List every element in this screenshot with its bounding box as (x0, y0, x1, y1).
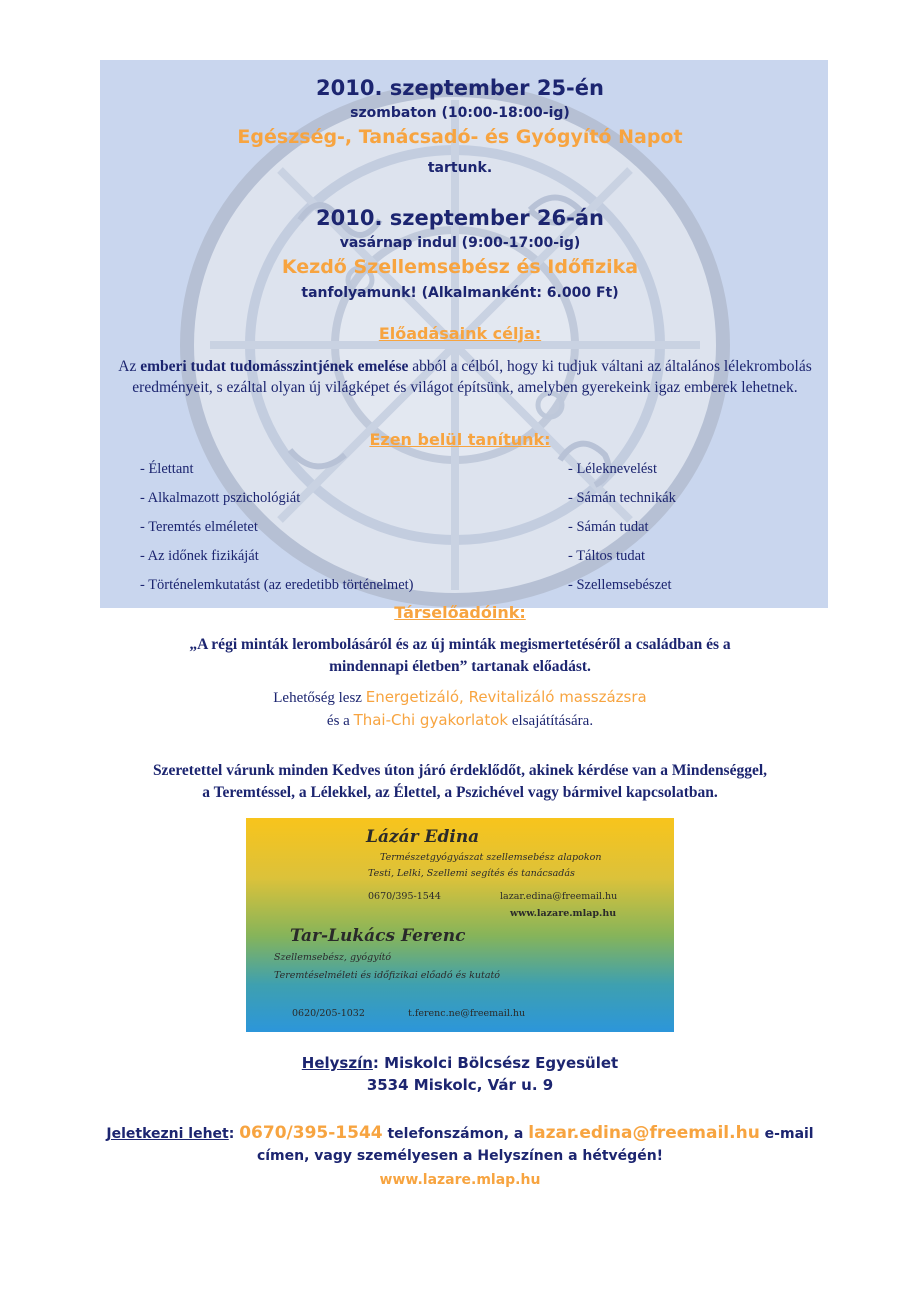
venue-label: Helyszín (301, 1054, 373, 1072)
massage-post-2: elsajátítására. (508, 713, 594, 729)
event2-title: Kezdő Szellemsebész és Időfizika (281, 256, 639, 278)
quote-line-2: mindennapi életben” tartanak előadást. (329, 658, 591, 675)
card-web-1: www.lazare.mlap.hu (510, 908, 617, 919)
card-phone-2: 0620/205-1032 (292, 1008, 365, 1019)
register-label: Jeletkezni lehet (106, 1126, 229, 1142)
venue-sep: : (372, 1054, 385, 1072)
goal-text (95, 356, 835, 398)
event1-date: 2010. szeptember 25-én (316, 76, 604, 100)
list-item: - Léleknevelést (568, 461, 657, 477)
topics-left-list (140, 459, 414, 604)
card-name-1: Lázár Edina (366, 827, 480, 847)
card-phone-1: 0670/395-1544 (368, 891, 441, 902)
event2-day: vasárnap indul (9:00-17:00-ig) (339, 235, 581, 251)
card-role-1b: Testi, Lelki, Szellemi segítés és tanácsadás (368, 868, 575, 879)
co-presenters-heading: Társelőadóink: (394, 603, 526, 622)
event1-after: tartunk. (427, 160, 493, 176)
welcome-line-2: a Teremtéssel, a Lélekkel, az Élettel, a Pszichével vagy bármivel kapcsolatban. (202, 784, 718, 801)
list-item: - Sámán technikák (568, 490, 676, 506)
register-line-2: címen, vagy személyesen a Helyszínen a hétvégén! (256, 1148, 664, 1164)
list-item: - Táltos tudat (568, 548, 646, 564)
register-sep: : (228, 1126, 240, 1142)
register-tail: e-mail (759, 1126, 814, 1142)
event1-day: szombaton (10:00-18:00-ig) (350, 105, 570, 121)
venue-name: Miskolci Bölcsész Egyesület (384, 1054, 619, 1072)
card-role-2b: Teremtéselméleti és időfizikai előadó és kutató (274, 970, 501, 981)
goal-text-post: abból a célból, hogy ki tudjuk váltani az általános lélekrombolás eredményeit, s ezáltal olyan új világképet és világot építsünk, amelyben gyerekeink igaz emberek lehetnek. (132, 358, 812, 396)
card-name-2: Tar-Lukács Ferenc (290, 926, 466, 946)
list-item: - Szellemsebészet (568, 577, 672, 593)
massage-pre: Lehetőség lesz (273, 690, 366, 706)
venue-line-1 (0, 1054, 920, 1072)
list-item: - Sámán tudat (568, 519, 649, 535)
register-mid: telefonszámon, a (382, 1126, 529, 1142)
massage-pre-2: és a (326, 713, 354, 729)
event2-date: 2010. szeptember 26-án (316, 206, 604, 230)
event1-title: Egészség-, Tanácsadó- és Gyógyító Napot (237, 126, 683, 148)
card-role-1: Természetgyógyászat szellemsebész alapokon (380, 852, 602, 863)
register-email: lazar.edina@freemail.hu (528, 1123, 760, 1143)
goal-text-bold: emberi tudat tudomásszintjének emelése (140, 358, 409, 375)
business-card (246, 818, 674, 1032)
list-item: - Élettant (140, 461, 194, 477)
massage-offer (0, 686, 920, 732)
list-item: - Az időnek fizikáját (140, 548, 259, 564)
teach-heading: Ezen belül tanítunk: (369, 430, 551, 449)
card-role-2: Szellemsebész, gyógyító (274, 952, 392, 963)
quote-line-1: „A régi minták lerombolásáról és az új minták megismertetéséről a családban és a (189, 636, 731, 653)
card-email-2: t.ferenc.ne@freemail.hu (408, 1008, 526, 1019)
welcome-line-1: Szeretettel várunk minden Kedves úton járó érdeklődőt, akinek kérdése van a Mindenséggel, (152, 762, 768, 779)
card-email-1: lazar.edina@freemail.hu (500, 891, 618, 902)
register-phone: 0670/395-1544 (239, 1123, 383, 1143)
list-item: - Történelemkutatást (az eredetibb történelmet) (140, 577, 414, 593)
topics-right-list (568, 459, 676, 604)
thaichi-highlight: Thai-Chi gyakorlatok (353, 711, 509, 729)
list-item: - Teremtés elméletet (140, 519, 258, 535)
massage-highlight: Energetizáló, Revitalizáló masszázsra (365, 688, 647, 706)
website-link[interactable]: www.lazare.mlap.hu (379, 1172, 541, 1188)
registration-text (70, 1122, 850, 1167)
goal-heading: Előadásaink célja: (378, 324, 542, 343)
co-presenters-quote (120, 634, 800, 678)
event2-course: tanfolyamunk! (Alkalmanként: 6.000 Ft) (301, 285, 619, 301)
welcome-text (60, 760, 860, 804)
goal-text-pre: Az (118, 358, 141, 375)
list-item: - Alkalmazott pszichológiát (140, 490, 301, 506)
venue-address: 3534 Miskolc, Vár u. 9 (366, 1076, 554, 1094)
